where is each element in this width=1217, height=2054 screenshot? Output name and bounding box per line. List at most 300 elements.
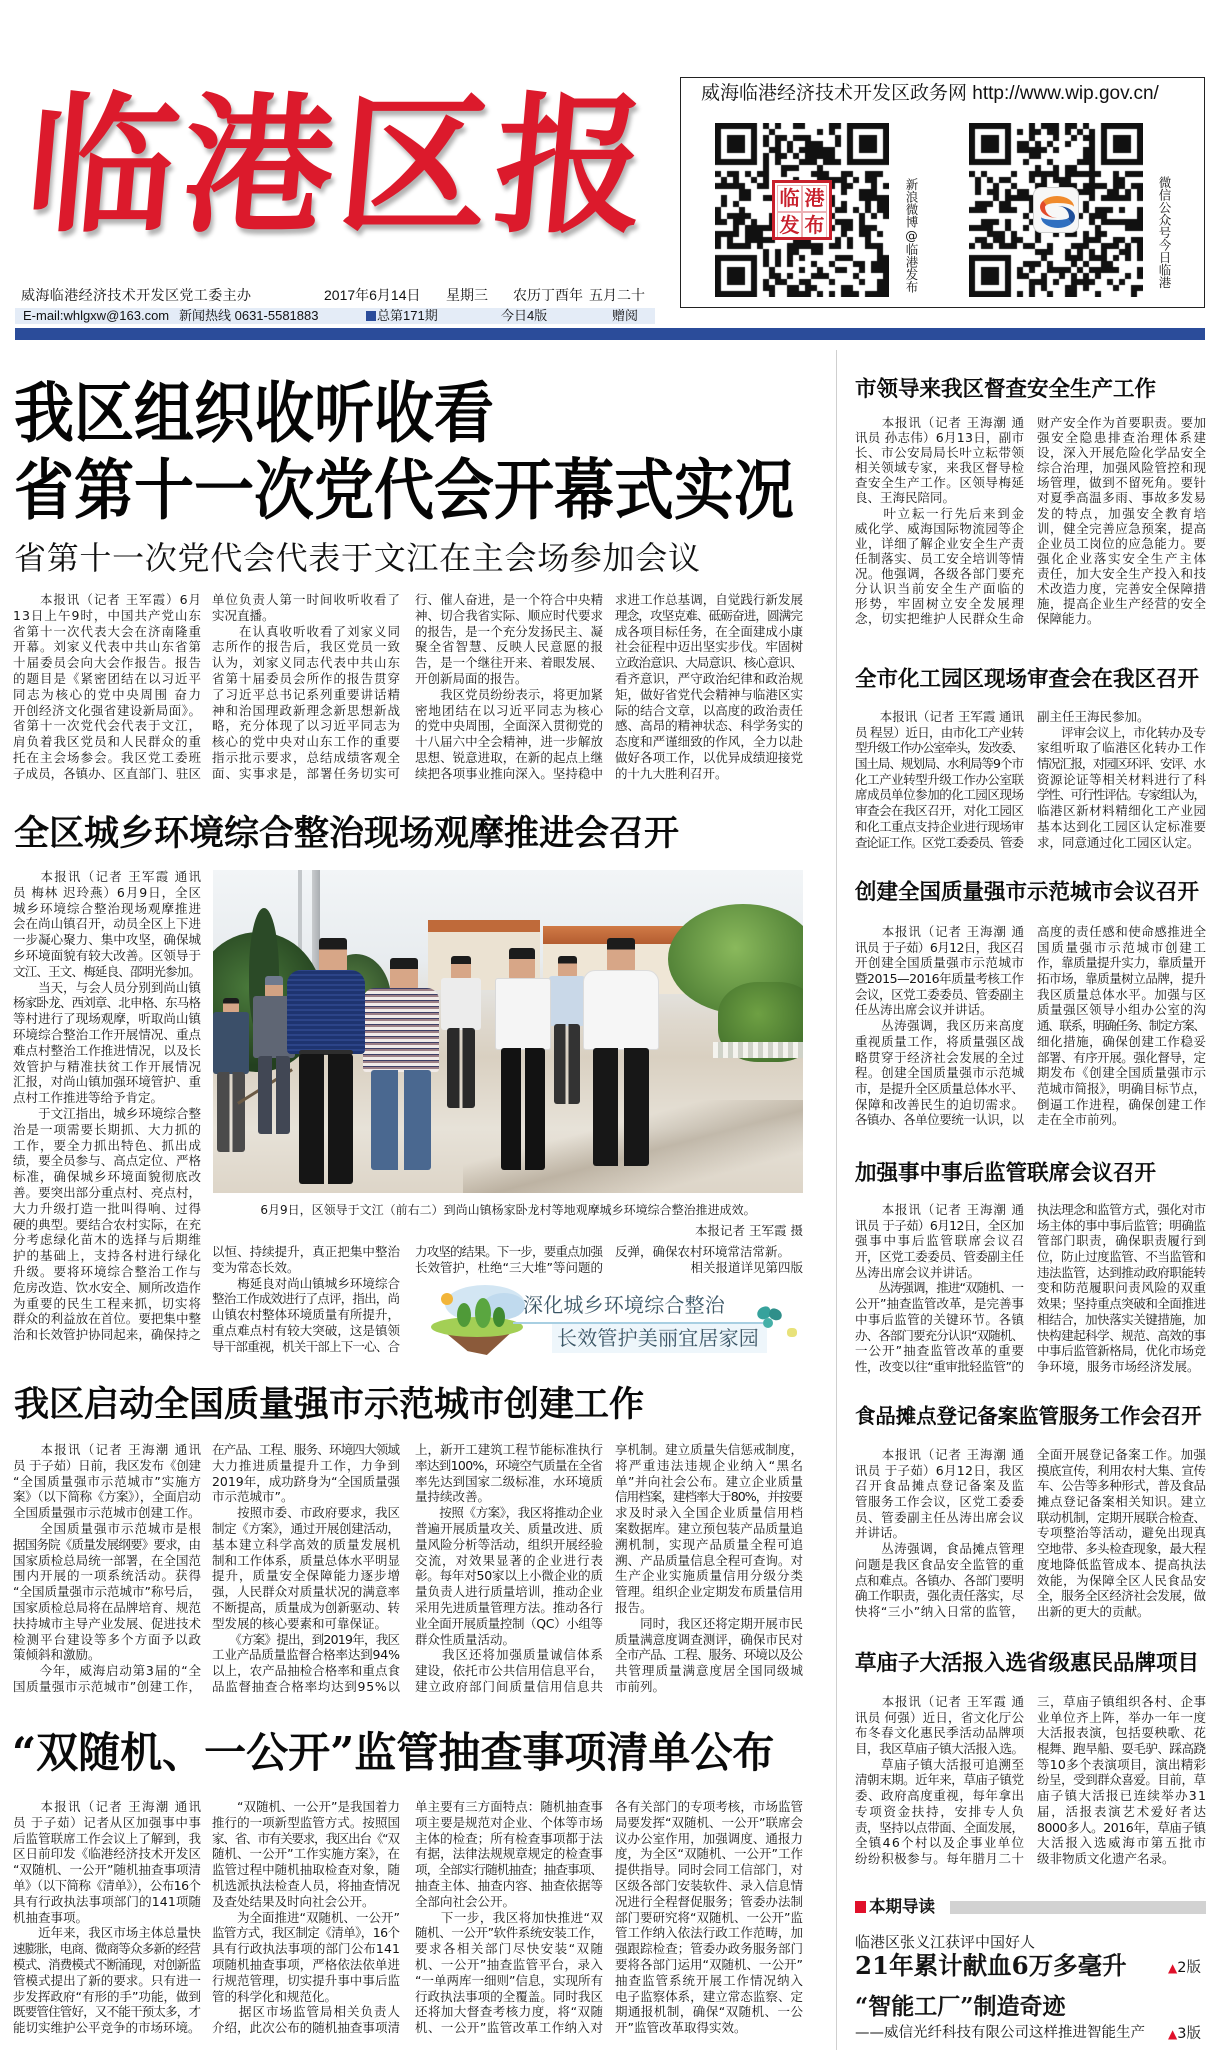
text-line bbox=[855, 506, 1024, 521]
sidebar-headline-supervision[interactable]: 加强事中事后监管联席会议召开 bbox=[855, 1161, 1157, 1186]
line-text: 求进工作总基调，自觉践行新发展 bbox=[615, 592, 804, 607]
sidebar-safety-column-2 bbox=[1037, 415, 1206, 626]
text-line bbox=[855, 787, 1024, 803]
text-line bbox=[615, 1663, 803, 1679]
text-line bbox=[615, 1458, 803, 1474]
line-text: 整治工作成效进行了点评，指出，尚 bbox=[212, 1291, 400, 1307]
person-torso bbox=[287, 970, 365, 1054]
line-text: 在产品、工程、服务、环境四大领域 bbox=[212, 1442, 400, 1457]
line-text: 量风险分析等活动，组织开展经验 bbox=[415, 1536, 604, 1552]
text-line bbox=[1037, 1788, 1206, 1804]
line-text: 求及时录入全国企业质量信用档 bbox=[615, 1505, 804, 1521]
text-line bbox=[855, 709, 1024, 725]
quality-column-3 bbox=[415, 1442, 603, 1695]
line-text: 企业员工岗位的应急能力。要 bbox=[1037, 535, 1207, 551]
text-line bbox=[615, 655, 803, 671]
line-text: 暨2015—2016年质量考核工作 bbox=[855, 971, 1024, 987]
inspection-headline[interactable]: “双随机、一公开”监管抽查事项清单公布 bbox=[12, 1728, 775, 1777]
text-line bbox=[13, 1894, 201, 1910]
text-line bbox=[1037, 709, 1206, 725]
text-line bbox=[415, 1260, 603, 1276]
line-text: 面、实事求是，部署任务切实可 bbox=[212, 765, 401, 781]
text-line bbox=[855, 1804, 1024, 1820]
text-line bbox=[855, 1694, 1024, 1710]
line-text: 推行的一项新型监管方式。按照国 bbox=[212, 1814, 401, 1830]
text-line bbox=[13, 1505, 201, 1521]
line-text: 硬的典型。要结合农村实际，在充 bbox=[13, 1216, 202, 1232]
text-line bbox=[1037, 1097, 1206, 1113]
line-text: 变为常态长效。 bbox=[212, 1259, 300, 1275]
line-text: 管工作纳入依法行政工作范畴，加 bbox=[615, 1925, 804, 1941]
line-text: 据国务院《质量发展纲要》要求，由 bbox=[13, 1536, 201, 1552]
text-line bbox=[1037, 819, 1206, 835]
text-line bbox=[13, 1201, 201, 1217]
line-text: 通、联系，明确任务、制定方案、 bbox=[1037, 1018, 1205, 1034]
text-line bbox=[855, 1741, 1024, 1757]
person-torso bbox=[495, 978, 551, 1050]
text-line bbox=[212, 1584, 400, 1600]
text-line bbox=[212, 1862, 400, 1878]
weekday: 星期三 bbox=[446, 287, 488, 303]
guide-item-1-page[interactable] bbox=[1168, 1960, 1201, 1977]
line-text: 基本建立科学高效的质量发展机 bbox=[212, 1536, 401, 1552]
line-text: 监管方式，我区制定《清单》，16个 bbox=[212, 1925, 400, 1941]
text-line bbox=[1037, 955, 1206, 971]
text-line bbox=[1037, 1694, 1206, 1710]
person-head bbox=[390, 958, 418, 990]
line-text: 本报讯（记者 王军霞 通讯 bbox=[855, 709, 1024, 724]
line-text: 级非物质文化遗产名录。 bbox=[1037, 1850, 1175, 1866]
triangle-marker-icon: ▲ bbox=[1168, 1961, 1178, 1975]
line-text: 据区市场监管局相关负责人 bbox=[212, 2004, 401, 2020]
line-text: 化工产业转型升级工作办公室联 bbox=[855, 771, 1024, 787]
text-line bbox=[1037, 1343, 1206, 1359]
text-line bbox=[615, 1474, 803, 1490]
text-line bbox=[13, 964, 201, 980]
line-text: 案数据库。建立预包装产品质量追 bbox=[615, 1520, 804, 1536]
text-line bbox=[212, 639, 400, 655]
line-text: 期通报机制，确保“双随机、一公 bbox=[615, 2004, 804, 2020]
text-line bbox=[615, 750, 803, 766]
text-line bbox=[855, 1510, 1024, 1526]
text-line bbox=[415, 1973, 603, 1989]
line-text: 善。要突出部分重点村、亮点村， bbox=[13, 1184, 202, 1200]
inspection-column-1 bbox=[13, 1799, 201, 2036]
text-line bbox=[13, 1474, 201, 1490]
line-text: 业全面开展质量控制（QC）小组等 bbox=[415, 1615, 603, 1631]
text-line bbox=[212, 1537, 400, 1553]
line-text: 员 程昱）近日，由市化工产业转 bbox=[855, 724, 1024, 740]
text-line bbox=[855, 1447, 1024, 1463]
photo-fence bbox=[713, 1042, 803, 1058]
text-line bbox=[855, 1097, 1024, 1113]
lead-headline-line-1[interactable]: 我区组织收听收看 bbox=[14, 375, 494, 453]
text-line bbox=[13, 1442, 201, 1458]
line-text: 重点难点村有较大突破，这是镇领 bbox=[212, 1322, 401, 1338]
text-line bbox=[13, 869, 201, 885]
line-text: 省第十届委员会所作的报告贯穿 bbox=[212, 670, 401, 686]
text-line bbox=[1037, 1851, 1206, 1867]
environment-headline[interactable]: 全区城乡环境综合整治现场观摩推进会召开 bbox=[14, 813, 680, 854]
line-text: 国家质检总局统一部署，在全国范 bbox=[13, 1552, 202, 1568]
line-text: 随机、一公开”软件系统安装工作， bbox=[415, 1925, 603, 1941]
line-text: 开，区党工委委员、管委副主任 bbox=[855, 1249, 1024, 1265]
sidebar-supervision-column-2 bbox=[1037, 1202, 1206, 1375]
guide-item-1-headline[interactable]: 21年累计献血6万多毫升 bbox=[855, 1951, 1127, 1980]
text-line bbox=[212, 1973, 400, 1989]
line-text: 建立政府部门间质量信用信息共 bbox=[415, 1678, 604, 1694]
line-text: 丛涛出席会议并讲话。 bbox=[855, 1264, 981, 1280]
text-line bbox=[415, 1600, 603, 1616]
text-line bbox=[1037, 1296, 1206, 1312]
text-line bbox=[1037, 1525, 1206, 1541]
line-text: 标准，确保城乡环境面貌彻底改 bbox=[13, 1169, 202, 1185]
line-text: 开”监管改革取得实效。 bbox=[615, 2020, 747, 2036]
guide-item-2-headline[interactable]: “智能工厂”制造奇迹 bbox=[855, 1993, 1066, 2020]
line-text: 办、各部门要充分认识“双随机、 bbox=[855, 1327, 1024, 1343]
text-line bbox=[415, 671, 603, 687]
promo-box bbox=[680, 77, 1205, 308]
lunar-year: 农历丁酉年 bbox=[513, 287, 583, 303]
line-text: 要求各相关部门尽快安装“双随 bbox=[415, 1941, 605, 1957]
line-text: 聚全省智慧、反映人民意愿的报 bbox=[415, 639, 604, 655]
text-line bbox=[855, 940, 1024, 956]
text-line bbox=[415, 750, 603, 766]
text-line bbox=[212, 703, 400, 719]
sidebar-headline-quality-meeting[interactable]: 创建全国质量强市示范城市会议召开 bbox=[855, 880, 1200, 905]
text-line bbox=[615, 1878, 803, 1894]
text-line bbox=[855, 1494, 1024, 1510]
line-text: 场主体的事中事后监管；明确监 bbox=[1037, 1217, 1206, 1233]
line-text: 在认真收听收看了刘家义同 bbox=[212, 623, 401, 639]
quality-headline[interactable]: 我区启动全国质量强市示范城市创建工作 bbox=[14, 1384, 645, 1425]
text-line bbox=[415, 608, 603, 624]
line-text: 全镇46个村以及企事业单位 bbox=[855, 1835, 1026, 1851]
line-text: 汇报，对尚山镇加强环境管护、重 bbox=[13, 1074, 202, 1090]
text-line bbox=[615, 608, 803, 624]
line-text: 后监管联席工作会议上了解到，我 bbox=[13, 1830, 202, 1846]
text-line bbox=[1037, 415, 1206, 430]
line-text: 清朝末期。近年来，草庙子镇党 bbox=[855, 1772, 1024, 1788]
text-line bbox=[212, 1291, 400, 1307]
line-text: 审查会在我区召开，对化工园区 bbox=[855, 803, 1024, 819]
line-text: 财产安全作为首要职责。要加 bbox=[1037, 415, 1207, 430]
text-line bbox=[855, 803, 1024, 819]
text-line bbox=[415, 1616, 603, 1632]
line-text: 作，靠质量提升实力，靠质量开 bbox=[1037, 955, 1206, 971]
line-text: 丛涛强调，我区历来高度 bbox=[855, 1018, 1025, 1034]
line-text: 拓市场，靠质量树立品牌，提升 bbox=[1037, 971, 1206, 987]
government-site-link[interactable]: 威海临港经济技术开发区政务网 http://www.wip.gov.cn/ bbox=[701, 83, 1159, 104]
sidebar-quality-column-1 bbox=[855, 924, 1024, 1128]
text-line bbox=[615, 1537, 803, 1553]
text-line bbox=[212, 1941, 400, 1957]
line-text: 员 梅林 迟玲燕）6月9日，全区 bbox=[13, 884, 202, 900]
line-text: 抽查监管系统开展工作情况纳入 bbox=[615, 1972, 804, 1988]
person-figure bbox=[583, 938, 659, 1168]
line-text: 密地团结在以习近平同志为核心 bbox=[415, 702, 604, 718]
line-text: 长、市公安局局长叶立耘带领 bbox=[855, 445, 1025, 461]
text-line bbox=[1037, 460, 1206, 475]
line-text: 倒逼工作进程，确保创建工作 bbox=[1037, 1096, 1207, 1112]
line-text: 行政执法事项的全覆盖。同时我区 bbox=[415, 1988, 604, 2004]
line-text: “一单两库一细则”信息，实现所有 bbox=[415, 1972, 604, 1988]
line-text: 质量满意度调查测评，确保市民对 bbox=[615, 1631, 804, 1647]
line-text: 员、管委副主任丛涛出席会议 bbox=[855, 1509, 1025, 1525]
line-text: 治是一项需要长期抓、大力抓的 bbox=[13, 1121, 202, 1137]
text-line bbox=[1037, 536, 1206, 551]
line-text: 2019年，成功跻身为“全国质量强 bbox=[212, 1473, 400, 1489]
line-text: 本报讯（记者 王军霞）6月 bbox=[13, 592, 202, 607]
line-text: 念，切实把维护人民群众生命 bbox=[855, 611, 1025, 627]
text-line bbox=[415, 1474, 603, 1490]
line-text: 速膨胀，电商、微商等众多新的经营 bbox=[13, 1941, 201, 1957]
text-line bbox=[855, 1788, 1024, 1804]
line-text: 议办公室作用，加强调度、通报力 bbox=[615, 1830, 804, 1846]
text-line bbox=[13, 766, 201, 782]
line-text: 态度和严谨细致的作风，全力以赴 bbox=[615, 734, 804, 750]
text-line bbox=[212, 608, 400, 624]
lunar-date: 五月二十 bbox=[589, 287, 645, 303]
line-text: 讯员 于子茹）6月12日，我区召 bbox=[855, 939, 1024, 955]
line-text: “双随机、一公开”随机抽查事项清 bbox=[13, 1862, 202, 1878]
line-text: 一公开”抽查监管改革的重要 bbox=[855, 1343, 1026, 1359]
line-text: 会议，区党工委委员、管委副主 bbox=[855, 986, 1024, 1002]
guide-item-2-page[interactable] bbox=[1168, 2026, 1201, 2043]
text-line bbox=[1037, 787, 1206, 803]
line-text: 品监督抽查合格率均达到95%以 bbox=[212, 1678, 401, 1694]
person-legs bbox=[501, 1048, 545, 1170]
text-line bbox=[855, 1478, 1024, 1494]
line-text: 部署、有序开展。强化督导，定 bbox=[1037, 1049, 1206, 1065]
text-line bbox=[1037, 1710, 1206, 1726]
text-line bbox=[212, 1568, 400, 1584]
text-line bbox=[855, 445, 1024, 460]
text-line bbox=[212, 1474, 400, 1490]
text-line bbox=[1037, 1573, 1206, 1589]
text-line bbox=[855, 430, 1024, 445]
text-line bbox=[13, 592, 201, 608]
text-line bbox=[13, 1122, 201, 1138]
sidebar-headline-safety[interactable]: 市领导来我区督查安全生产工作 bbox=[855, 377, 1157, 402]
text-line bbox=[212, 1244, 400, 1260]
text-line bbox=[13, 1973, 201, 1989]
text-line bbox=[855, 521, 1024, 536]
line-text: 工业产品质量监督合格率达到94% bbox=[212, 1647, 400, 1663]
lead-headline-line-2[interactable]: 省第十一次党代会开幕式实况 bbox=[14, 452, 794, 530]
quality-column-4 bbox=[615, 1442, 803, 1695]
line-text: 员 于子茹）记者从区加强事中事 bbox=[13, 1814, 202, 1830]
text-line bbox=[13, 1799, 201, 1815]
text-line bbox=[855, 1202, 1024, 1218]
sidebar-headline-food-stalls[interactable]: 食品摊点登记备案监管服务工作会召开 bbox=[855, 1404, 1202, 1428]
logo-swoosh bbox=[1041, 206, 1075, 228]
text-line bbox=[415, 1553, 603, 1569]
text-line bbox=[855, 551, 1024, 566]
text-line bbox=[212, 1442, 400, 1458]
line-text: 的党中央周围，全面深入贯彻党的 bbox=[415, 718, 604, 734]
news-hotline: 新闻热线 0631-5581883 bbox=[179, 308, 319, 323]
text-line bbox=[855, 1604, 1024, 1620]
line-text: 文江、王文、梅延良、邵明光参加。 bbox=[13, 963, 201, 979]
person-legs bbox=[447, 1028, 475, 1108]
text-line bbox=[1037, 924, 1206, 940]
text-line bbox=[855, 1002, 1024, 1018]
text-line bbox=[212, 1505, 400, 1521]
text-line bbox=[13, 1553, 201, 1569]
line-text: 机抽查事项。 bbox=[13, 1909, 89, 1925]
line-text: 各镇办、各单位要统一认识，以 bbox=[855, 1112, 1024, 1128]
guide-item-2-subline[interactable]: ——威信光纤科技有限公司这样推进智能生产 bbox=[855, 2025, 1145, 2041]
line-text: 开创建全国质量强市示范城市 bbox=[855, 955, 1025, 971]
text-line bbox=[415, 1568, 603, 1584]
line-text: 任丛涛出席会议并讲话。 bbox=[855, 1002, 993, 1018]
line-text: 形势，牢固树立安全发展理 bbox=[855, 596, 1026, 612]
line-text: 质量强区领导小组办公室的沟 bbox=[1037, 1002, 1207, 1018]
line-text: 为重要的民生工程来抓，切实将 bbox=[13, 1295, 202, 1311]
line-text: 效管护与精准扶贫工作开展情况 bbox=[13, 1058, 202, 1074]
text-line bbox=[615, 1989, 803, 2005]
line-text: 度，为全区“双随机、一公开”工作 bbox=[615, 1846, 804, 1862]
text-line bbox=[415, 766, 603, 782]
line-text: 和化工重点支持企业进行现场审 bbox=[855, 818, 1024, 834]
sidebar-headline-folk-performance[interactable]: 草庙子大活报入选省级惠民品牌项目 bbox=[855, 1651, 1200, 1676]
line-text: 扶持城市主导产业发展、促进技术 bbox=[13, 1615, 202, 1631]
text-line bbox=[415, 1989, 603, 2005]
line-text: 三，草庙子镇组织各村、企事 bbox=[1037, 1694, 1207, 1709]
guide-title: 本期导读 bbox=[869, 1897, 935, 1916]
text-line bbox=[1037, 1002, 1206, 1018]
line-text: 按照《方案》，我区将推动企业 bbox=[415, 1505, 603, 1521]
line-text: 点村工作推进等给予肯定。 bbox=[13, 1090, 164, 1106]
email-link[interactable]: E-mail:whlgxw@163.com bbox=[23, 308, 170, 323]
text-line bbox=[415, 1831, 603, 1847]
text-line bbox=[855, 1710, 1024, 1726]
text-line bbox=[855, 924, 1024, 940]
text-line bbox=[212, 1989, 400, 2005]
line-text: 以上，农产品抽检合格率和重点食 bbox=[212, 1663, 401, 1679]
line-text: 反弹，确保农村环境常洁常新。 bbox=[615, 1244, 791, 1259]
text-line bbox=[13, 1862, 201, 1878]
sidebar-headline-chemical-park[interactable]: 全市化工园区现场审查会在我区召开 bbox=[855, 667, 1200, 692]
text-line bbox=[855, 1280, 1024, 1296]
text-line bbox=[212, 1458, 400, 1474]
text-line bbox=[855, 1018, 1024, 1034]
text-line bbox=[855, 536, 1024, 551]
text-line bbox=[212, 750, 400, 766]
line-text: 于文江指出，城乡环境综合整 bbox=[13, 1105, 202, 1121]
text-line bbox=[615, 1815, 803, 1831]
text-line bbox=[212, 1276, 400, 1292]
lead-article-column-4 bbox=[615, 592, 803, 782]
text-line bbox=[1037, 1218, 1206, 1234]
text-line bbox=[615, 1894, 803, 1910]
person-figure bbox=[287, 936, 365, 1186]
text-line bbox=[13, 639, 201, 655]
text-line bbox=[13, 1878, 201, 1894]
person-torso bbox=[583, 970, 659, 1050]
line-text: 杨家卧龙、西刘章、北申格、东马格 bbox=[13, 995, 201, 1011]
line-text: 既要管住管好，又不能干预太多，才 bbox=[13, 2004, 201, 2020]
text-line bbox=[1037, 1065, 1206, 1081]
text-line bbox=[415, 1663, 603, 1679]
line-text: 保障能力。 bbox=[1037, 611, 1100, 627]
environment-column-3 bbox=[415, 1244, 603, 1276]
text-line bbox=[855, 987, 1024, 1003]
line-text: 单位负责人第一时间收听收看了 bbox=[212, 592, 401, 607]
weibo-label: 新浪微博@临港发布 bbox=[904, 178, 919, 293]
text-line bbox=[415, 1458, 603, 1474]
page-label: 2版 bbox=[1177, 1960, 1201, 1976]
sidebar-quality-column-2 bbox=[1037, 924, 1206, 1128]
issue-date: 2017年6月14日 bbox=[324, 287, 421, 303]
line-text: 感、高昂的精神状态、科学务实的 bbox=[615, 718, 804, 734]
text-line bbox=[1037, 725, 1206, 741]
line-text: 市，是提升全区质量总体水平、 bbox=[855, 1080, 1024, 1096]
line-text: 上，新开工建筑工程节能标准执行 bbox=[415, 1442, 604, 1457]
text-line bbox=[415, 1505, 603, 1521]
text-line bbox=[855, 1312, 1024, 1328]
text-line bbox=[13, 1311, 201, 1327]
text-line bbox=[855, 1851, 1024, 1867]
text-line bbox=[13, 1925, 201, 1941]
line-text: 全面开展登记备案工作。加强 bbox=[1037, 1447, 1207, 1462]
text-line bbox=[1037, 1725, 1206, 1741]
person-torso bbox=[213, 1012, 249, 1074]
text-line bbox=[1037, 1835, 1206, 1851]
line-text: 国土局、规划局、水利局等9个市 bbox=[855, 756, 1023, 772]
text-line bbox=[415, 1894, 603, 1910]
text-line bbox=[855, 611, 1024, 626]
line-text: 本报讯（记者 王军霞 通讯 bbox=[13, 869, 203, 884]
weibo-qr-code bbox=[715, 123, 889, 297]
text-line bbox=[13, 1846, 201, 1862]
sidebar-supervision-column-1 bbox=[855, 1202, 1024, 1375]
quality-column-2 bbox=[212, 1442, 400, 1695]
line-text: 我区质量总体水平。加强与区 bbox=[1037, 986, 1207, 1002]
text-line bbox=[855, 1065, 1024, 1081]
line-text: 讯员 于子茹）6月12日，我区 bbox=[855, 1462, 1025, 1478]
wechat-label: 微信公众号今日临港 bbox=[1157, 176, 1172, 289]
line-text: 我区党员纷纷表示，将更加紧 bbox=[415, 686, 604, 702]
line-text: 等10多个表演项目，演出精彩 bbox=[1037, 1756, 1207, 1772]
text-line bbox=[1037, 1202, 1206, 1218]
line-text: 群众的利益放在首位。要把集中整 bbox=[13, 1311, 202, 1327]
line-text: 况进行全程督促服务；管委办法制 bbox=[615, 1893, 804, 1909]
text-line bbox=[615, 1925, 803, 1941]
text-line bbox=[212, 592, 400, 608]
text-line bbox=[212, 1910, 400, 1926]
line-text: 施，提高企业生产经营的安全 bbox=[1037, 596, 1207, 612]
line-text: 委、政府高度重视，每年拿出 bbox=[855, 1788, 1025, 1804]
line-text: 告，是一个继往开来、着眼发展、 bbox=[415, 655, 604, 671]
text-line bbox=[1037, 445, 1206, 460]
guide-item-1-kicker[interactable]: 临港区张义江获评中国好人 bbox=[855, 1933, 1036, 1951]
text-line bbox=[13, 1138, 201, 1154]
line-text: 区级各部门安装软件、录入信息情 bbox=[615, 1877, 804, 1893]
text-line bbox=[855, 756, 1024, 772]
text-line bbox=[212, 2004, 400, 2020]
text-line bbox=[855, 1265, 1024, 1281]
text-line bbox=[212, 655, 400, 671]
text-line bbox=[1037, 1081, 1206, 1097]
text-line bbox=[855, 955, 1024, 971]
related-report-link[interactable]: 相关报道详见第四版 bbox=[690, 1260, 803, 1275]
text-line bbox=[855, 1359, 1024, 1375]
line-text: 本报讯（记者 王海潮 通讯 bbox=[13, 1799, 203, 1814]
line-text: 下一步，我区将加快推进“双 bbox=[415, 1909, 604, 1925]
line-text: 摸底宣传，利用农村大集、宣传 bbox=[1037, 1462, 1206, 1478]
